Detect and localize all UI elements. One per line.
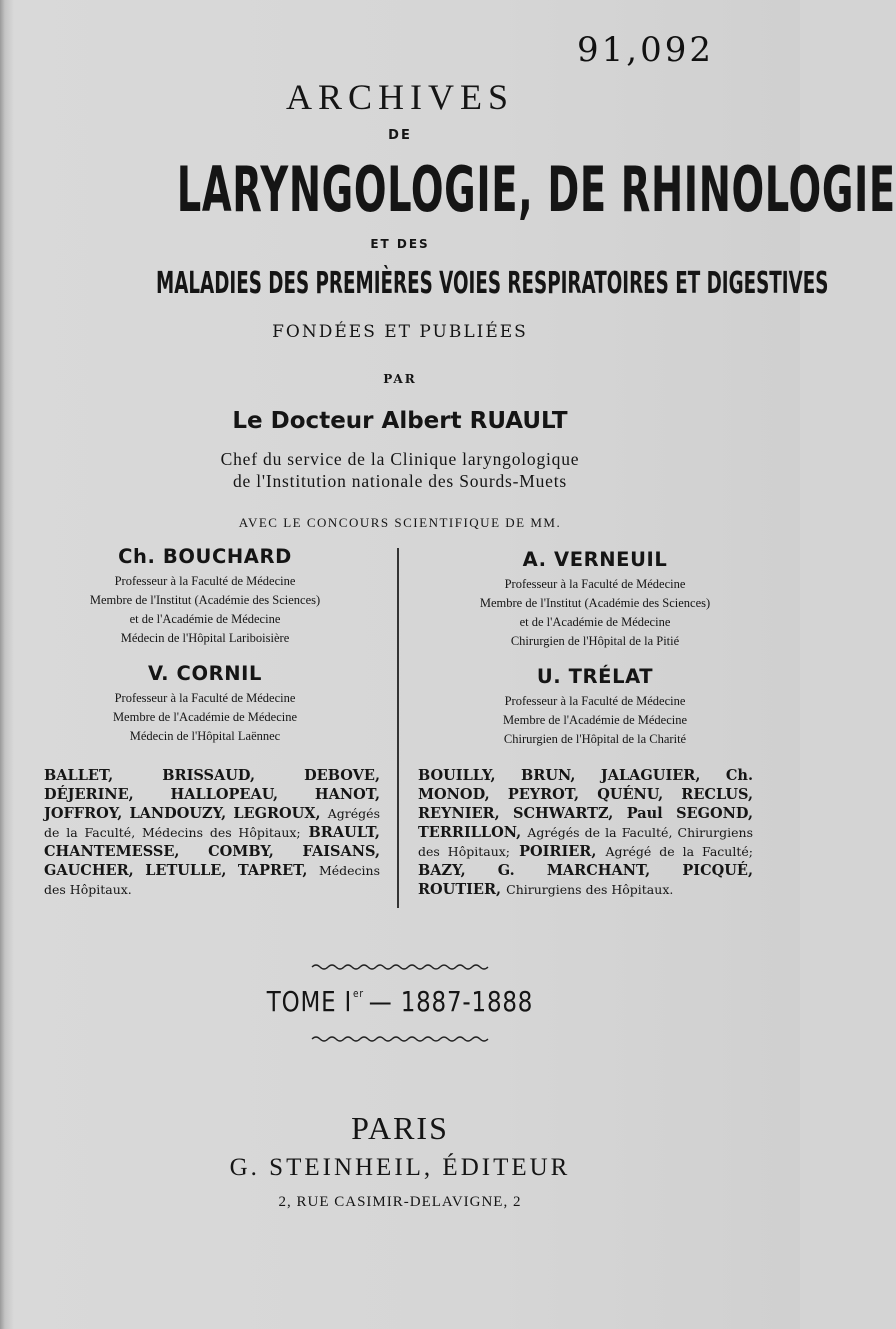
title-fondees: FONDÉES ET PUBLIÉES <box>272 322 528 342</box>
title-archives: ARCHIVES <box>285 77 515 117</box>
collaborator-trelat <box>420 665 770 749</box>
title-de: DE <box>388 128 412 143</box>
title-line: Médecin de l'Hôpital Laënnec <box>129 729 281 743</box>
role: Agrégés de la Faculté, Chirurgiens des Hôpitaux; <box>418 825 753 859</box>
title-line: Médecin de l'Hôpital Lariboisière <box>120 631 290 645</box>
shelf-number: 91,092 <box>577 30 714 70</box>
column-divider <box>397 548 399 908</box>
publisher-address: 2, RUE CASIMIR-DELAVIGNE, 2 <box>278 1194 522 1210</box>
title-line: Chirurgien de l'Hôpital de la Pitié <box>510 634 680 648</box>
names: BALLET, BRISSAUD, DEBOVE, DÉJERINE, HALLOPEAU, HANOT, JOFFROY, LANDOUZY, LEGROUX, <box>44 767 380 822</box>
title-line: Chirurgien de l'Hôpital de la Charité <box>503 732 687 746</box>
author-role-line: Chef du service de la Clinique laryngologique <box>220 449 580 469</box>
names: BOUILLY, BRUN, JALAGUIER, Ch. MONOD, PEYROT, QUÉNU, RECLUS, REYNIER, SCHWARTZ, Paul SEGOND, TERRILLON, <box>418 767 753 841</box>
title-line: et de l'Académie de Médecine <box>519 615 671 629</box>
publisher-name: G. STEINHEIL, ÉDITEUR <box>229 1154 571 1181</box>
role: Agrégé de la Faculté; <box>605 844 753 859</box>
collaboration-heading: AVEC LE CONCOURS SCIENTIFIQUE DE MM. <box>238 515 562 530</box>
collaborator-titles <box>30 572 380 648</box>
tome-line <box>72 985 728 1018</box>
collaborator-cornil <box>30 662 380 746</box>
collaborator-titles <box>420 575 770 651</box>
ornament-top <box>312 962 488 972</box>
collaborator-bouchard <box>30 545 380 648</box>
tome-label: TOME I <box>266 985 353 1018</box>
agreges-chirurgiens <box>418 766 753 899</box>
title-line: Professeur à la Faculté de Médecine <box>504 694 686 708</box>
publisher-city: PARIS <box>351 1110 449 1146</box>
collaborator-name: U. TRÉLAT <box>536 665 654 688</box>
author-role-line: de l'Institution nationale des Sourds-Muets <box>232 471 568 491</box>
tome-years: — 1887-1888 <box>368 985 534 1018</box>
title-main: LARYNGOLOGIE, DE RHINOLOGIE <box>176 153 896 226</box>
names: POIRIER, <box>519 843 597 860</box>
collaborator-titles <box>420 692 770 749</box>
collaborator-name: V. CORNIL <box>147 662 263 685</box>
role: Médecins des Hôpitaux. <box>44 863 380 897</box>
title-line: Professeur à la Faculté de Médecine <box>114 691 296 705</box>
collaborator-name: A. VERNEUIL <box>522 548 668 571</box>
agreges-medecins <box>44 766 380 899</box>
title-line: Professeur à la Faculté de Médecine <box>504 577 686 591</box>
title-par: PAR <box>383 372 417 386</box>
tome-sup: er <box>352 987 364 1000</box>
role: Agrégés de la Faculté, Médecins des Hôpitaux; <box>44 806 380 840</box>
title-et-des: ET DES <box>370 237 430 251</box>
title-subtitle: MALADIES DES PREMIÈRES VOIES RESPIRATOIRES ET DIGESTIVES <box>156 266 829 301</box>
title-line: et de l'Académie de Médecine <box>129 612 281 626</box>
ornament-bottom <box>312 1034 488 1044</box>
collaborator-verneuil <box>420 548 770 651</box>
collaborator-name: Ch. BOUCHARD <box>118 545 292 568</box>
title-line: Membre de l'Académie de Médecine <box>502 713 688 727</box>
role: Chirurgiens des Hôpitaux. <box>506 882 674 897</box>
title-line: Membre de l'Institut (Académie des Sciences) <box>89 593 321 607</box>
names: BAZY, G. MARCHANT, PICQUÉ, ROUTIER, <box>418 862 753 898</box>
author-role <box>0 448 800 492</box>
author-name: Le Docteur Albert RUAULT <box>232 408 568 434</box>
title-line: Professeur à la Faculté de Médecine <box>114 574 296 588</box>
collaborator-titles <box>30 689 380 746</box>
title-line: Membre de l'Académie de Médecine <box>112 710 298 724</box>
names: BRAULT, CHANTEMESSE, COMBY, FAISANS, GAUCHER, LETULLE, TAPRET, <box>44 824 380 879</box>
title-line: Membre de l'Institut (Académie des Sciences) <box>479 596 711 610</box>
